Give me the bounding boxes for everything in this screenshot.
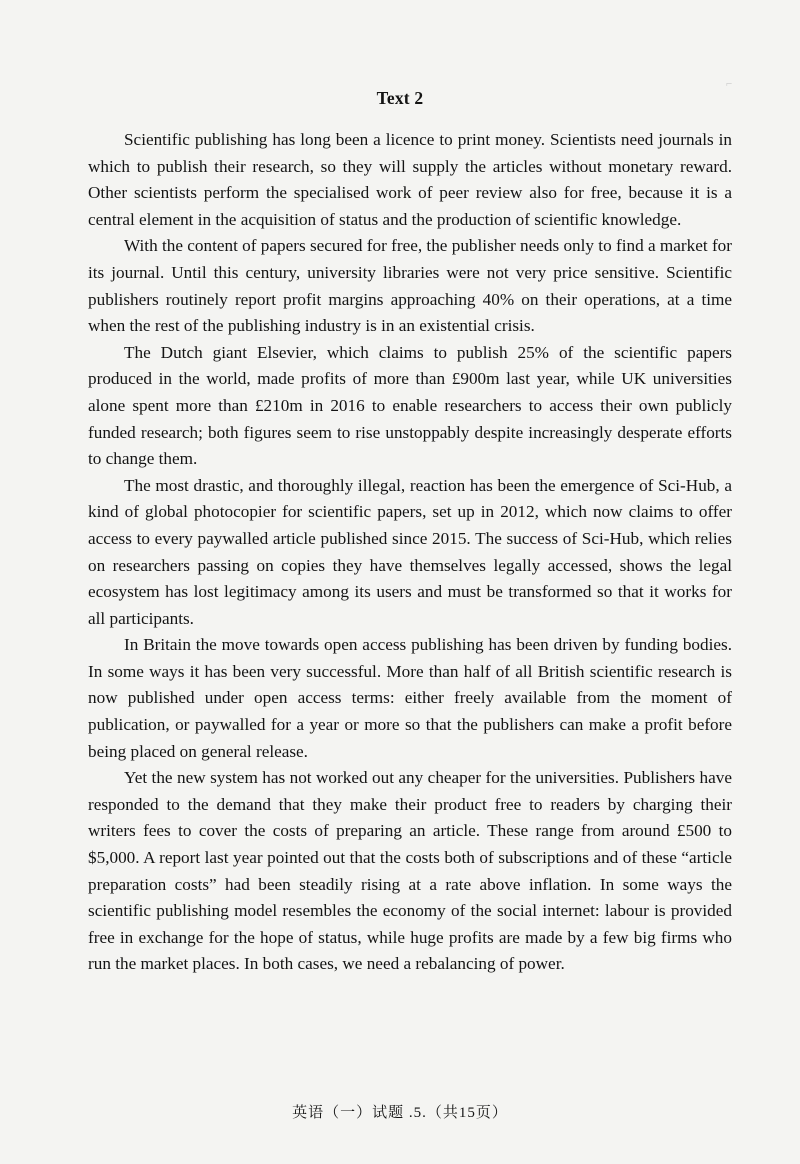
paragraph-1: Scientific publishing has long been a licence to print money. Scientists need journals in which to publish their research, so they will supply the articles without monetary reward. Other scientists perform the specialised work of peer review also for free, because it is a central element in the acquisition of status and the production of scientific knowledge. bbox=[88, 130, 732, 229]
paragraph-5: In Britain the move towards open access publishing has been driven by funding bodies. In some ways it has been very successful. More than half of all British scientific research is now published under open access terms: either freely available from the moment of publication, or paywalled for a year or more so that the publishers can make a profit before being placed on general release. bbox=[88, 635, 732, 761]
paragraph-6: Yet the new system has not worked out any cheaper for the universities. Publishers have responded to the demand that they make their product free to readers by charging their writers fees to cover the costs of preparing an article. These range from around £500 to $5,000. A report last year pointed out that the costs both of subscriptions and of these “article preparation costs” had been steadily rising at a rate above inflation. In some ways the scientific publishing model resembles the economy of the social internet: labour is provided free in exchange for the hope of status, while huge profits are made by a few big firms who run the market places. In both cases, we need a rebalancing of power. bbox=[88, 768, 732, 974]
page-footer: 英语（一）试题 .5.（共15页） bbox=[292, 1105, 508, 1121]
passage-body bbox=[88, 127, 732, 978]
scan-artifact-mark: ⌐ bbox=[726, 78, 733, 90]
paragraph-4: The most drastic, and thoroughly illegal, reaction has been the emergence of Sci-Hub, a kind of global photocopier for scientific papers, set up in 2012, which now claims to offer access to every paywalled article published since 2015. The success of Sci-Hub, which relies on researchers passing on copies they have themselves legally accessed, shows the legal ecosystem has lost legitimacy among its users and must be transformed so that it works for all participants. bbox=[88, 475, 732, 628]
paragraph-3: The Dutch giant Elsevier, which claims to publish 25% of the scientific papers produced in the world, made profits of more than £900m last year, while UK universities alone spent more than £210m in 2016 to enable researchers to access their own publicly funded research; both figures seem to rise unstoppably despite increasingly desperate efforts to change them. bbox=[88, 342, 732, 469]
paragraph-2: With the content of papers secured for free, the publisher needs only to find a market for its journal. Until this century, university libraries were not very price sensitive. Scientific publishers routinely report profit margins approaching 40% on their operations, at a time when the rest of the publishing industry is in an existential crisis. bbox=[88, 236, 732, 336]
passage-title: Text 2 bbox=[376, 88, 424, 108]
